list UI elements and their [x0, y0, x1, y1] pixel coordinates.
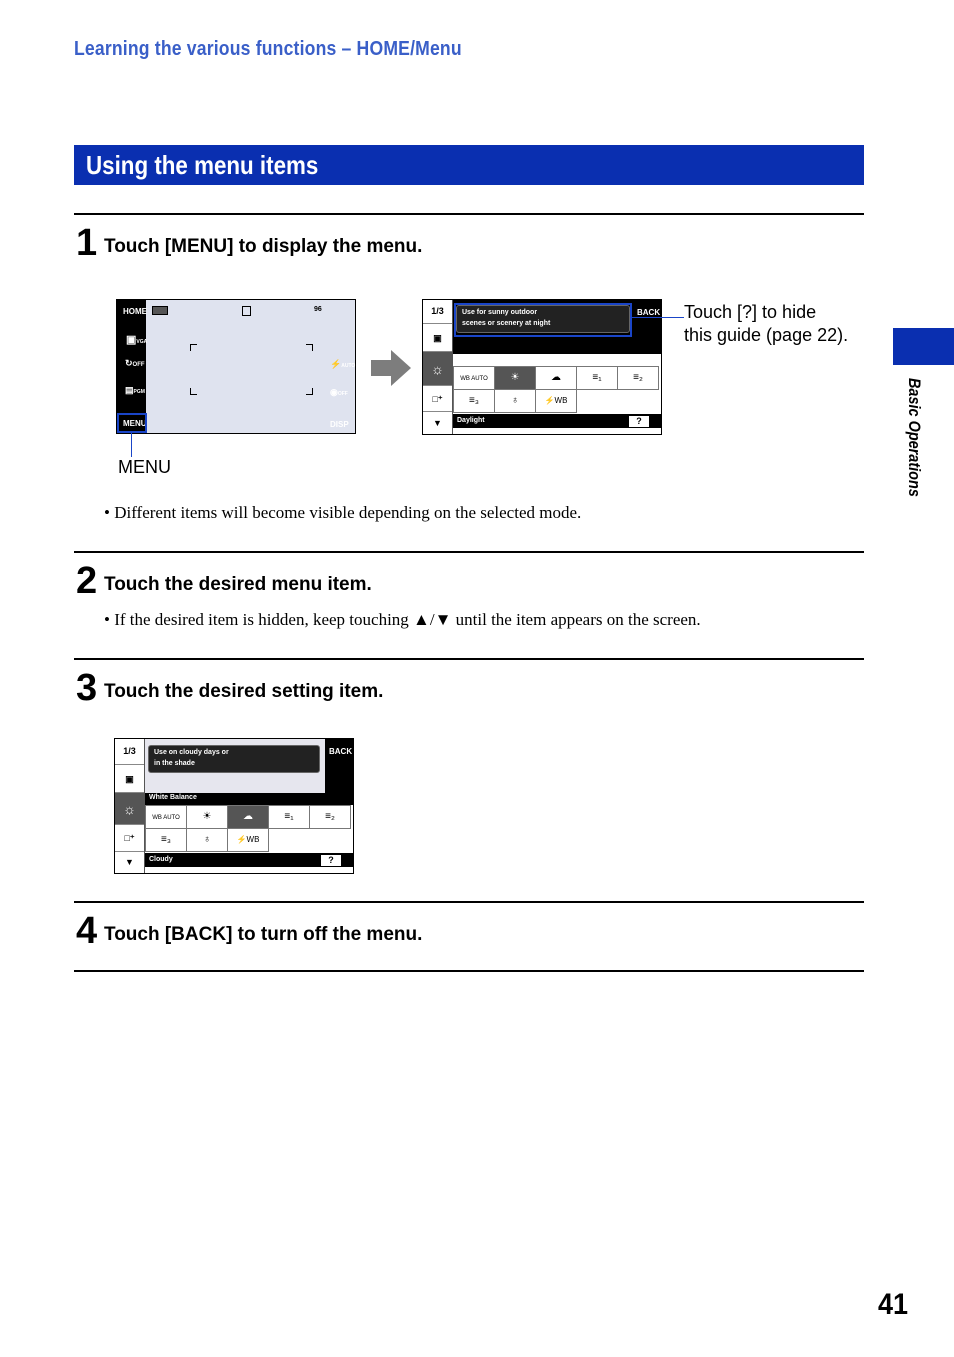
wb-incandescent-option[interactable]: ♁: [186, 828, 228, 852]
exposure-icon[interactable]: □⁺: [423, 386, 452, 412]
wb-title: White Balance: [457, 355, 505, 362]
step-number: 2: [76, 560, 98, 602]
exposure-icon[interactable]: □⁺: [115, 825, 144, 852]
flash-icon[interactable]: ⚡AUTO: [330, 359, 356, 369]
smile-shutter-icon[interactable]: ◉OFF: [330, 387, 348, 397]
wb-cloudy-option[interactable]: ☁: [535, 366, 577, 390]
battery-icon: [152, 306, 168, 315]
menu-screen-cloudy: [114, 738, 354, 874]
wb-title: White Balance: [149, 794, 197, 801]
disp-button[interactable]: DISP: [330, 420, 349, 429]
wb-grid: [145, 805, 354, 853]
memory-icon: [242, 306, 251, 316]
running-header: Learning the various functions – HOME/Menu: [74, 38, 462, 60]
white-balance-icon[interactable]: ☼: [115, 793, 144, 825]
callout-text: [684, 301, 848, 347]
section-title: Using the menu items: [86, 150, 319, 180]
wb-fluorescent2-option[interactable]: ≡₂: [309, 805, 351, 829]
image-size-icon[interactable]: ▣: [423, 324, 452, 352]
scroll-down-button[interactable]: ▼: [433, 418, 442, 428]
menu-left-column: [423, 300, 453, 434]
guide-highlight: [454, 303, 632, 337]
arrow-right-icon: [371, 350, 411, 386]
bullet-text: Different items will become visible depending on the selected mode.: [114, 503, 582, 522]
step-number: 4: [76, 910, 98, 952]
bullet-note: • Different items will become visible depending on the selected mode.: [104, 503, 582, 522]
back-button[interactable]: BACK: [329, 747, 353, 756]
menu-screen-daylight: [422, 299, 662, 435]
camera-mode-icon[interactable]: ▤PGM: [125, 385, 145, 395]
menu-left-column: [115, 739, 145, 873]
wb-fluorescent3-option[interactable]: ≡₃: [145, 828, 187, 852]
divider: [74, 551, 864, 553]
step-text: Touch the desired setting item.: [104, 681, 384, 702]
step-number: 1: [76, 222, 98, 264]
menu-highlight: [117, 413, 147, 433]
divider: [74, 658, 864, 660]
camera-viewfinder: [146, 300, 355, 433]
wb-fluorescent1-option[interactable]: ≡₁: [268, 805, 310, 829]
wb-fluorescent2-option[interactable]: ≡₂: [617, 366, 659, 390]
step-number: 3: [76, 667, 98, 709]
wb-daylight-option[interactable]: ☀: [186, 805, 228, 829]
white-balance-icon[interactable]: ☼: [423, 352, 452, 386]
image-size-icon[interactable]: ▣: [115, 765, 144, 793]
wb-cloudy-option[interactable]: ☁: [227, 805, 269, 829]
page-indicator[interactable]: 1/3: [115, 739, 144, 765]
page-number: 41: [878, 1288, 909, 1321]
home-button[interactable]: HOME: [123, 307, 147, 316]
bullet-text: If the desired item is hidden, keep touching ▲/▼ until the item appears on the screen.: [114, 610, 701, 629]
wb-grid: [453, 366, 662, 414]
chapter-label: [900, 378, 926, 518]
image-size-icon[interactable]: ▣VGA: [126, 334, 148, 346]
step-text: Touch the desired menu item.: [104, 574, 372, 595]
divider: [74, 213, 864, 215]
wb-daylight-option[interactable]: ☀: [494, 366, 536, 390]
section-title-bar: [74, 145, 864, 185]
step-text: Touch [MENU] to display the menu.: [104, 236, 423, 257]
menu-button[interactable]: MENU: [123, 419, 147, 428]
wb-incandescent-option[interactable]: ♁: [494, 389, 536, 413]
bullet-note: • If the desired item is hidden, keep touching ▲/▼ until the item appears on the screen.: [104, 610, 701, 629]
chapter-tab: [893, 328, 954, 365]
wb-fluorescent3-option[interactable]: ≡₃: [453, 389, 495, 413]
step-text: Touch [BACK] to turn off the menu.: [104, 924, 423, 945]
scroll-down-button[interactable]: ▼: [125, 857, 134, 867]
shots-remaining: 96: [314, 306, 322, 313]
chapter-label-text: Basic Operations: [905, 378, 924, 497]
callout-line: this guide (page 22).: [684, 325, 849, 345]
guide-text-box: [148, 745, 320, 773]
setting-name: Daylight: [457, 417, 485, 424]
callout-leader-line: [630, 317, 684, 318]
wb-fluorescent1-option[interactable]: ≡₁: [576, 366, 618, 390]
self-timer-icon[interactable]: ↻OFF: [125, 358, 145, 368]
wb-flash-option[interactable]: ⚡WB: [535, 389, 577, 413]
help-button[interactable]: ?: [629, 416, 649, 427]
guide-line: Use on cloudy days or: [154, 749, 229, 756]
guide-line: scenes or scenery at night: [462, 320, 551, 327]
guide-line: in the shade: [154, 760, 195, 767]
page-indicator[interactable]: 1/3: [423, 300, 452, 324]
help-button[interactable]: ?: [321, 855, 341, 866]
back-button[interactable]: BACK: [637, 308, 661, 317]
wb-auto-option[interactable]: WB AUTO: [145, 805, 187, 829]
divider: [74, 970, 864, 972]
divider: [74, 901, 864, 903]
wb-flash-option[interactable]: ⚡WB: [227, 828, 269, 852]
menu-caption: MENU: [118, 457, 171, 477]
setting-name: Cloudy: [149, 856, 173, 863]
guide-line: Use for sunny outdoor: [462, 309, 538, 316]
menu-leader-line: [131, 433, 132, 457]
camera-screen-shooting: [116, 299, 356, 434]
callout-line: Touch [?] to hide: [684, 302, 817, 322]
wb-auto-option[interactable]: WB AUTO: [453, 366, 495, 390]
